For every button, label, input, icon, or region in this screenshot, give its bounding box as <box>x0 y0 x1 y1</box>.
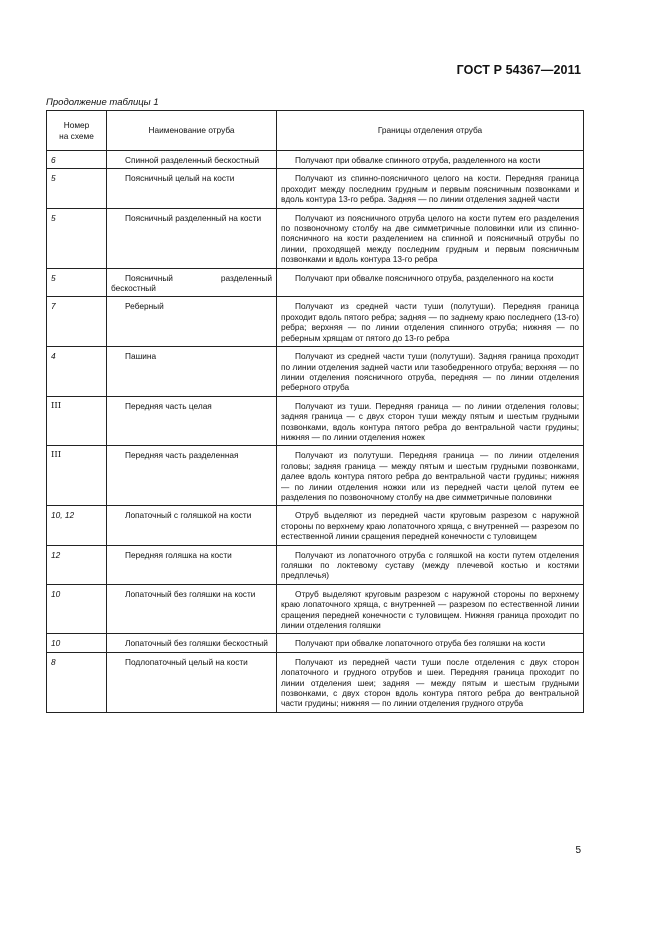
table-row <box>47 151 584 169</box>
cut-name <box>107 584 277 634</box>
cut-name <box>107 634 277 652</box>
scheme-number: 4 <box>47 347 107 397</box>
cut-boundaries-text: Получают из полутуши. Передняя граница — по линии отделения головы; задняя граница — между пятым и шестым грудными позвонками, далее вдоль контура пятого ребра до вентральной части грудины; нижняя — по линии отделения ножки или из передней части целой путем ее разделения по позвоночному столбу на две симметричные половинки <box>281 450 579 502</box>
scheme-number: 5 <box>47 208 107 268</box>
cut-boundaries <box>277 169 584 208</box>
cut-boundaries <box>277 506 584 545</box>
cut-boundaries <box>277 297 584 347</box>
table-row <box>47 268 584 297</box>
cut-name <box>107 208 277 268</box>
scheme-number: 10 <box>47 634 107 652</box>
scheme-number: 7 <box>47 297 107 347</box>
cut-boundaries-text: Отруб выделяют из передней части круговым разрезом с наружной стороны по верхнему краю лопаточного хряща, с внутренней — разрезом по естественной линии сращения передней конечности с туловищем <box>281 510 579 542</box>
scheme-number: III <box>47 396 107 446</box>
cut-name-text: Передняя часть разделенная <box>125 450 239 461</box>
cut-name <box>107 268 277 297</box>
cut-name-text: Реберный <box>125 301 164 312</box>
table-row <box>47 634 584 652</box>
cut-name-text: Передняя голяшка на кости <box>125 549 232 560</box>
cut-name <box>107 446 277 506</box>
cut-boundaries-text: Получают из передней части туши после отделения с двух сторон лопаточного и грудного отрубов и шеи. Передняя граница проходит по линии отделения шеи; задняя — между пятым и шестым грудными позвонками, с двух сторон вдоль контура пятого ребра до вентральной части грудины; нижняя — по линии отделения грудного отруба <box>281 656 579 709</box>
cut-boundaries <box>277 446 584 506</box>
scheme-number: III <box>47 446 107 506</box>
table-row <box>47 169 584 208</box>
cut-boundaries-text: Получают из лопаточного отруба с голяшкой на кости путем отделения голяшки по локтевому суставу (между плечевой костью и костями предплечья) <box>281 549 579 581</box>
cut-boundaries <box>277 545 584 584</box>
header-number: Номер на схеме <box>47 111 107 151</box>
table-row <box>47 652 584 712</box>
document-code: ГОСТ Р 54367—2011 <box>456 63 581 77</box>
cut-name <box>107 396 277 446</box>
table-row <box>47 297 584 347</box>
cut-name <box>107 347 277 397</box>
cut-boundaries-text: Получают из туши. Передняя граница — по линии отделения головы; задняя граница — с двух сторон туши между пятым и шестым грудными позвонками, вдоль контура пятого ребра до вентральной части грудины; нижняя — по линии отделения ножек <box>281 400 579 442</box>
cut-name-text: Лопаточный без голяшки бескостный <box>125 638 268 649</box>
scheme-number: 5 <box>47 268 107 297</box>
scheme-number: 6 <box>47 151 107 169</box>
table-row <box>47 506 584 545</box>
cut-boundaries-text: Получают при обвалке лопаточного отруба без голяшки на кости <box>295 638 546 649</box>
cut-name-text: Поясничный разделенный на кости <box>125 212 262 223</box>
cut-name <box>107 545 277 584</box>
cut-name-text: Подлопаточный целый на кости <box>125 656 248 667</box>
cut-name <box>107 506 277 545</box>
cut-name-text: Поясничный разделенный бескостный <box>111 272 272 294</box>
table-row <box>47 584 584 634</box>
cut-boundaries <box>277 584 584 634</box>
cut-name <box>107 652 277 712</box>
table-row <box>47 396 584 446</box>
cut-name <box>107 297 277 347</box>
table-header-row <box>47 111 584 151</box>
cut-name-text: Спинной разделенный бескостный <box>125 155 260 165</box>
header-boundaries: Границы отделения отруба <box>277 111 584 151</box>
table-caption: Продолжение таблицы 1 <box>46 97 159 108</box>
scheme-number: 8 <box>47 652 107 712</box>
cut-boundaries-text: Получают из средней части туши (полутуши). Задняя граница проходит по линии отделения задней части или тазобедренного отруба; верхняя — по линии отделения поясничного отруба, передняя — по линии отделения реберного отруба <box>281 351 579 393</box>
cut-boundaries-text: Получают из средней части туши (полутуши). Передняя граница проходит вдоль пятого ребра; задняя — по заднему краю последнего (13-го) ребра; верхняя — по линии отделения спинного отруба; нижняя — по реберным хрящам от пятого до 13-го ребра <box>281 301 579 343</box>
cut-boundaries-text: Получают при обвалке спинного отруба, разделенного на кости <box>295 155 541 165</box>
cut-boundaries <box>277 396 584 446</box>
cuts-table <box>46 110 584 713</box>
cut-boundaries <box>277 208 584 268</box>
scheme-number: 10 <box>47 584 107 634</box>
table-row <box>47 347 584 397</box>
cut-name-text: Лопаточный без голяшки на кости <box>125 588 256 599</box>
cut-name-text: Пашина <box>125 351 157 362</box>
cut-name-text: Передняя часть целая <box>125 400 212 411</box>
table-row <box>47 545 584 584</box>
cut-boundaries <box>277 652 584 712</box>
cut-name <box>107 169 277 208</box>
cut-boundaries-text: Получают из спинно-поясничного целого на кости. Передняя граница проходит между последним грудным и первым поясничным позвонками и вдоль контура 13-го ребра. Задняя — по линии отделения задней части <box>281 173 579 205</box>
cut-name-text: Поясничный целый на кости <box>125 173 235 184</box>
scheme-number: 10, 12 <box>47 506 107 545</box>
scheme-number: 5 <box>47 169 107 208</box>
cut-boundaries <box>277 347 584 397</box>
header-cut-name: Наименование отруба <box>107 111 277 151</box>
cut-name-text: Лопаточный с голяшкой на кости <box>125 510 252 521</box>
scheme-number: 12 <box>47 545 107 584</box>
cut-boundaries <box>277 634 584 652</box>
page-number: 5 <box>575 845 581 856</box>
cut-boundaries <box>277 268 584 297</box>
table-row <box>47 446 584 506</box>
cut-boundaries <box>277 151 584 169</box>
cut-boundaries-text: Получают при обвалке поясничного отруба, разделенного на кости <box>295 272 554 283</box>
cut-boundaries-text: Получают из поясничного отруба целого на кости путем его разделения по позвоночному столбу на две симметричные половинки или из спинно-поясничного на кости разделением на спинной и поясничный отрубы по линии, проходящей между последним грудным и первым поясничным позвонками и вдоль контура 13-го ребра <box>281 212 579 265</box>
table-row <box>47 208 584 268</box>
cut-boundaries-text: Отруб выделяют круговым разрезом с наружной стороны по верхнему краю лопаточного хряща, с внутренней — разрезом по естественной линии сращения передней конечности с туловищем. Нижняя граница проходит по линии отделения голяшки <box>281 588 579 631</box>
cut-name <box>107 151 277 169</box>
